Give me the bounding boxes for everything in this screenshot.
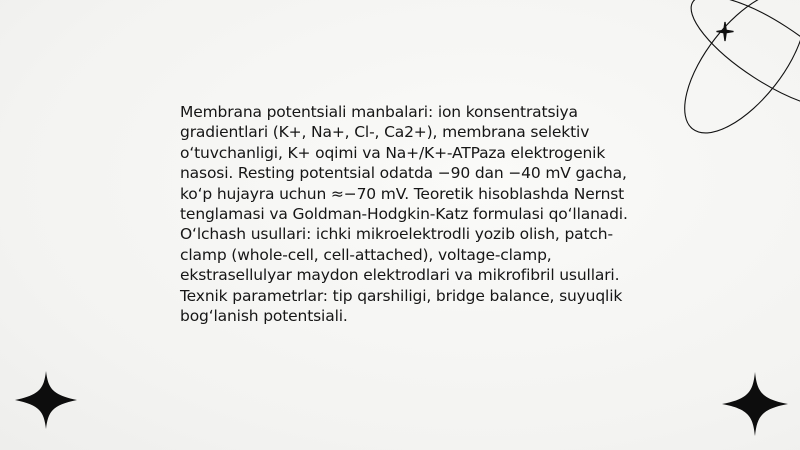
body-paragraph: Membrana potentsiali manbalari: ion konsentratsiya gradientlari (K+, Na+, Cl-, Ca2+), membrana selektiv oʻtuvchanligi, K+ oqimi va Na+/K+-ATPaza elektrogenik nasosi. Resting potentsial odatda −90 dan −40 mV gacha, koʻp hujayra uchun ≈−70 mV. Teoretik hisoblashda Nernst tenglamasi va Goldman-Hodgkin-Katz formulasi qoʻllanadi. Oʻlchash usullari: ichki mikroelektrodli yozib olish, patch-clamp (whole-cell, cell-attached), voltage-clamp, ekstrasellulyar maydon elektrodlari va mikrofibril usullari. Texnik parametrlar: tip qarshiligi, bridge balance, suyuqlik bogʻlanish potentsiali. — [180, 103, 628, 326]
four-point-star-icon — [14, 370, 78, 430]
sparkle-icon — [717, 22, 734, 41]
orbit-lines-icon — [640, 0, 800, 145]
four-point-star-icon — [721, 371, 789, 437]
